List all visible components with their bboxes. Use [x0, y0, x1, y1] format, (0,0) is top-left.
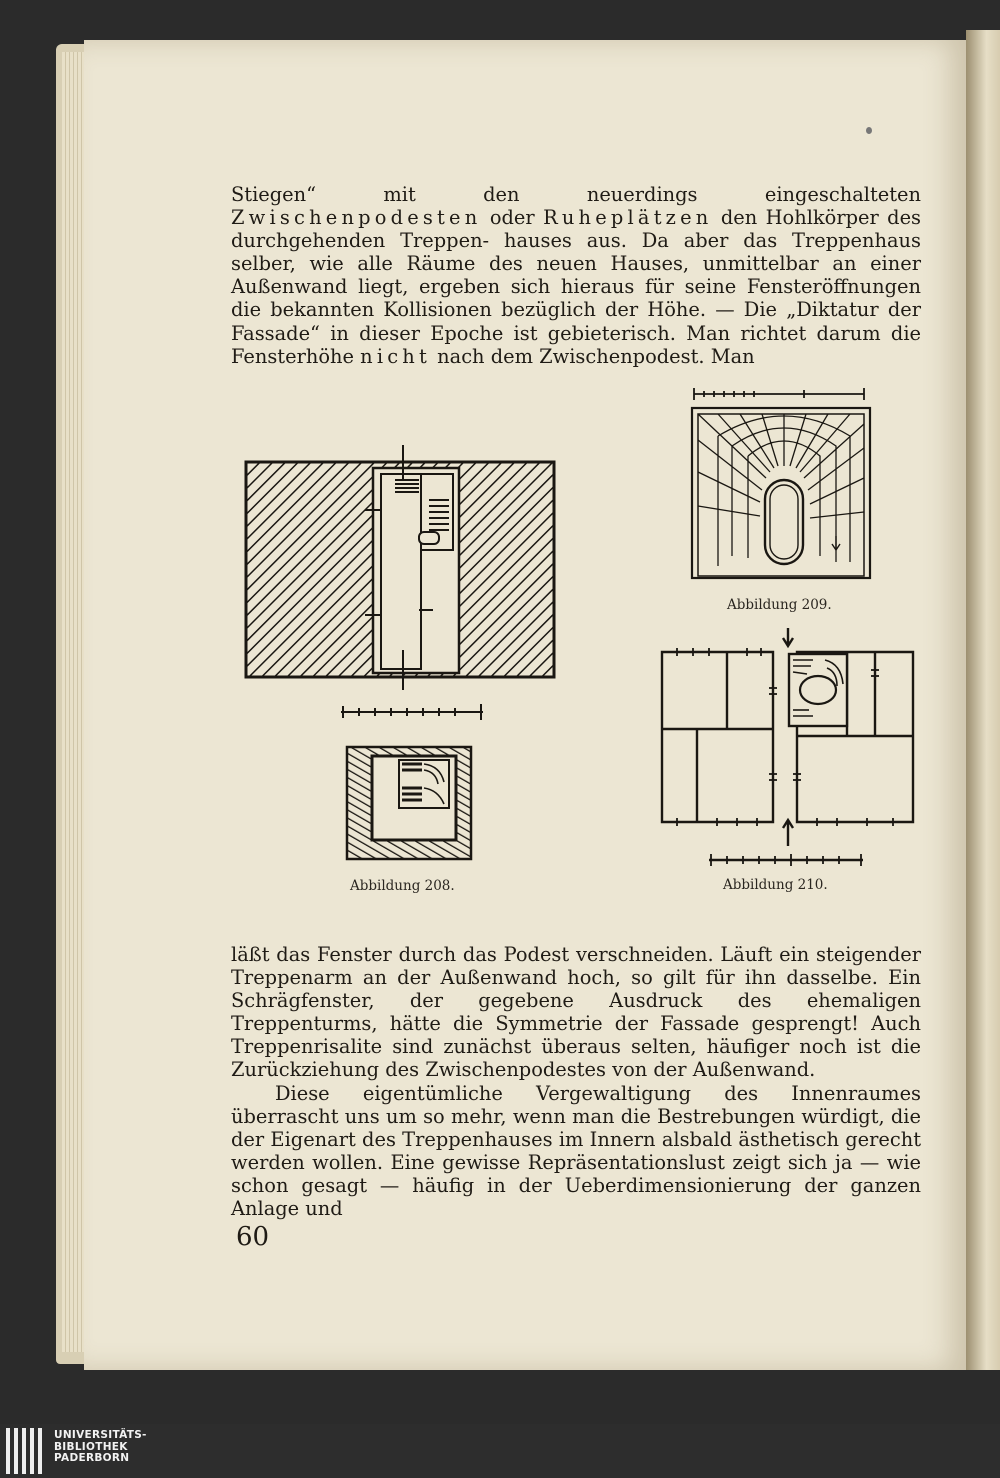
figure-208-plan: [243, 440, 559, 725]
logo-line-1: UNIVERSITÄTS-: [54, 1429, 147, 1441]
figure-208-detail: [344, 744, 474, 862]
paragraph-bottom: [231, 943, 921, 1220]
figure-208-caption: Abbildung 208.: [350, 878, 455, 894]
facing-page-edge: [966, 30, 1000, 1370]
figure-209-plan: [688, 386, 874, 582]
page-number: 60: [236, 1222, 270, 1252]
library-logo-text: [54, 1430, 147, 1465]
figure-209-caption: Abbildung 209.: [727, 597, 832, 613]
paragraph-bottom-1: läßt das Fenster durch das Podest verschneiden. Läuft ein steigender Treppenarm an der Außenwand hoch, so gilt für ihn dasselbe. Ein Schrägfenster, der gegebene Ausdruck des ehemaligen Treppenturms, hätte die Symmetrie der Fassade gesprengt! Auch Treppenrisalite sind zunächst überaus selten, häufiger noch ist die Zurückziehung des Zwischenpodestes von der Außenwand.: [231, 943, 921, 1082]
paragraph-top: Stiegen“ mit den neuerdings eingeschalteten Zwischenpodesten oder Ruheplätzen den Hohlkörper des durchgehenden Treppen- hauses aus. Da aber das Treppenhaus selber, wie alle Räume des neuen Hauses, unmittelbar an einer Außenwand liegt, ergeben sich hieraus für seine Fensteröffnungen die bekannten Kollisionen bezüglich der Höhe. — Die „Diktatur der Fassade“ in dieser Epoche ist gebieterisch. Man richtet darum die Fensterhöhe nicht nach dem Zwischenpodest. Man: [231, 183, 921, 368]
page-edges: [62, 52, 86, 1352]
page-speck: [866, 127, 872, 134]
paragraph-bottom-2: Diese eigentümliche Vergewaltigung des Innenraumes überrascht uns um so mehr, wenn man die Bestrebungen würdigt, die der Eigenart des Treppenhauses im Innern alsbald ästhetisch gerecht werden wollen. Eine gewisse Repräsentationslust zeigt sich ja — wie schon gesagt — häufig in der Ueberdimensionierung der ganzen Anlage und: [231, 1081, 921, 1221]
library-footer-bar: [0, 1424, 1000, 1478]
figure-210-plan: [657, 624, 919, 868]
logo-line-3: PADERBORN: [54, 1452, 130, 1464]
logo-line-2: BIBLIOTHEK: [54, 1440, 128, 1453]
figure-210-caption: Abbildung 210.: [723, 877, 828, 893]
library-logo-icon: [6, 1428, 46, 1474]
